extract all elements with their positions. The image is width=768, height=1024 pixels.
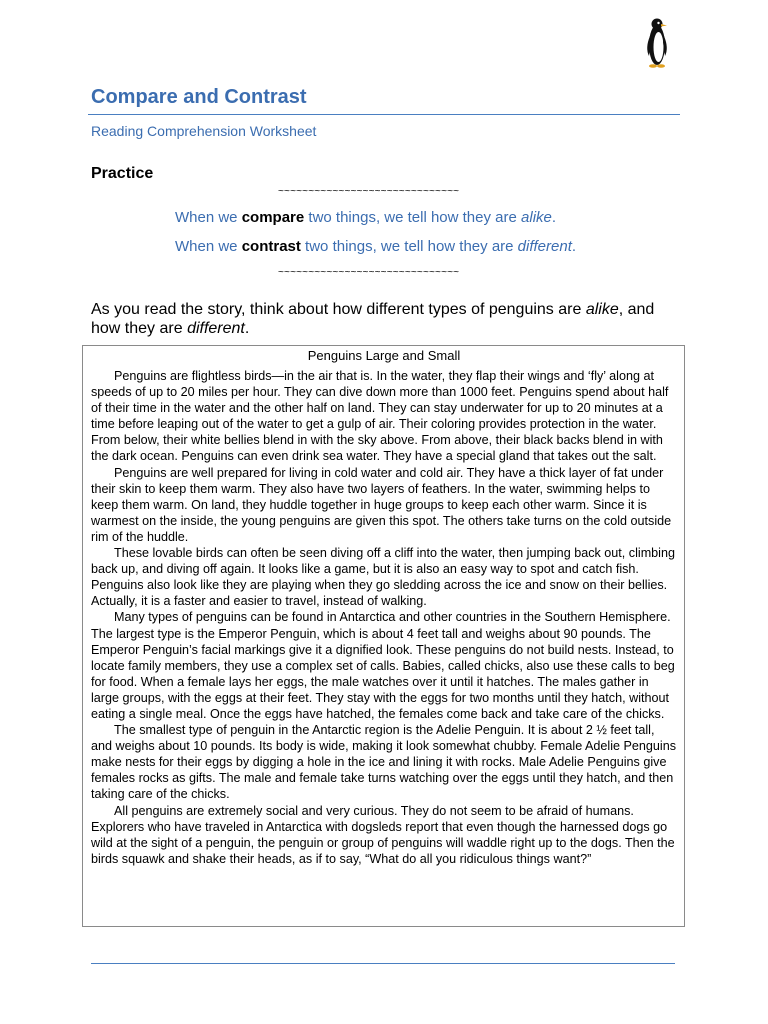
compare-keyword: compare xyxy=(241,209,305,226)
footer-divider xyxy=(91,963,675,964)
page-title: Compare and Contrast xyxy=(91,86,307,108)
title-divider xyxy=(88,114,680,115)
page-subtitle: Reading Comprehension Worksheet xyxy=(91,123,317,139)
story-paragraph: All penguins are extremely social and very curious. They do not seem to be afraid of humans. Explorers who have traveled in Antarctica with dogsleds report that even though the harnessed dogs go wild at the sight of a penguin, the penguin or group of penguins will waddle right up to the dogs. Then the birds squawk and shake their heads, as if to say, “What do all you ridiculous things want?” xyxy=(91,803,675,866)
penguin-icon xyxy=(641,12,673,72)
tilde-divider-bottom: ~~~~~~~~~~~~~~~~~~~~~~~~~~~~~~ xyxy=(278,267,460,278)
story-paragraph: Many types of penguins can be found in Antarctica and other countries in the Southern Hemisphere. The largest type is the Emperor Penguin, which is about 4 feet tall and weighs about 90 pounds. The Emperor Penguin’s facial markings give it a dignified look. These penguins do not build nests. Instead, to locate family members, they use a complex set of calls. Babies, called chicks, also use these calls to beg for food. When a female lays her eggs, the male watches over it until it hatches. The males gather in large groups, with the eggs at their feet. They stay with the eggs for two months until they hatch, without eating a single meal. Once the eggs have hatched, the females come back and take care of the chicks. xyxy=(91,610,675,721)
reading-instructions: As you read the story, think about how different types of penguins are alike, and how they are different. xyxy=(91,301,655,337)
story-paragraph: Penguins are well prepared for living in cold water and cold air. They have a thick layer of fat under their skin to keep them warm. They also have two layers of feathers. In the water, swimming helps to keep them warm. On land, they huddle together in huge groups to keep each other warm. Since it is warmest on the inside, the young penguins are given this spot. The others take turns on the cold outside rim of the huddle. xyxy=(91,465,672,544)
contrast-keyword: contrast xyxy=(241,238,301,255)
contrast-definition: When we contrast two things, we tell how they are different. xyxy=(175,238,577,255)
story-paragraph: The smallest type of penguin in the Antarctic region is the Adelie Penguin. It is about 2 ½ feet tall, and weighs about 10 pounds. Its body is wide, making it look somewhat chubby. Female Adelie Penguins make nests for their eggs by digging a hole in the ice and lining it with rocks. Male Adelie Penguins give females rocks as gifts. The male and female take turns watching over the eggs until they hatch, and then taking care of the chicks. xyxy=(91,723,677,802)
story-paragraph: Penguins are flightless birds—in the air that is. In the water, they flap their wings and ‘fly’ along at speeds of up to 20 miles per hour. They can dive down more than 1000 feet. Penguins spend about half of their time in the water and the other half on land. They can stay underwater for up to 20 minutes at a time before leaping out of the water to get a gulp of air. Their coloring provides protection in the water. From below, their white bellies blend in with the sky above. From above, their black backs blend in with the dark ocean. Penguins can even drink sea water. They have a special gland that takes out the salt. xyxy=(91,369,669,464)
practice-heading: Practice xyxy=(91,165,154,182)
tilde-divider-top: ~~~~~~~~~~~~~~~~~~~~~~~~~~~~~~ xyxy=(278,186,460,197)
story-box xyxy=(82,345,685,927)
compare-definition: When we compare two things, we tell how they are alike. xyxy=(175,209,557,226)
story-title: Penguins Large and Small xyxy=(307,348,461,363)
story-paragraph: These lovable birds can often be seen diving off a cliff into the water, then jumping back out, climbing back up, and diving off again. It looks like a game, but it is also an easy way to spot and catch fish. Penguins also look like they are playing when they go sledding across the ice and snow on their bellies. Actually, it is a faster and easier to travel, instead of walking. xyxy=(91,546,675,609)
